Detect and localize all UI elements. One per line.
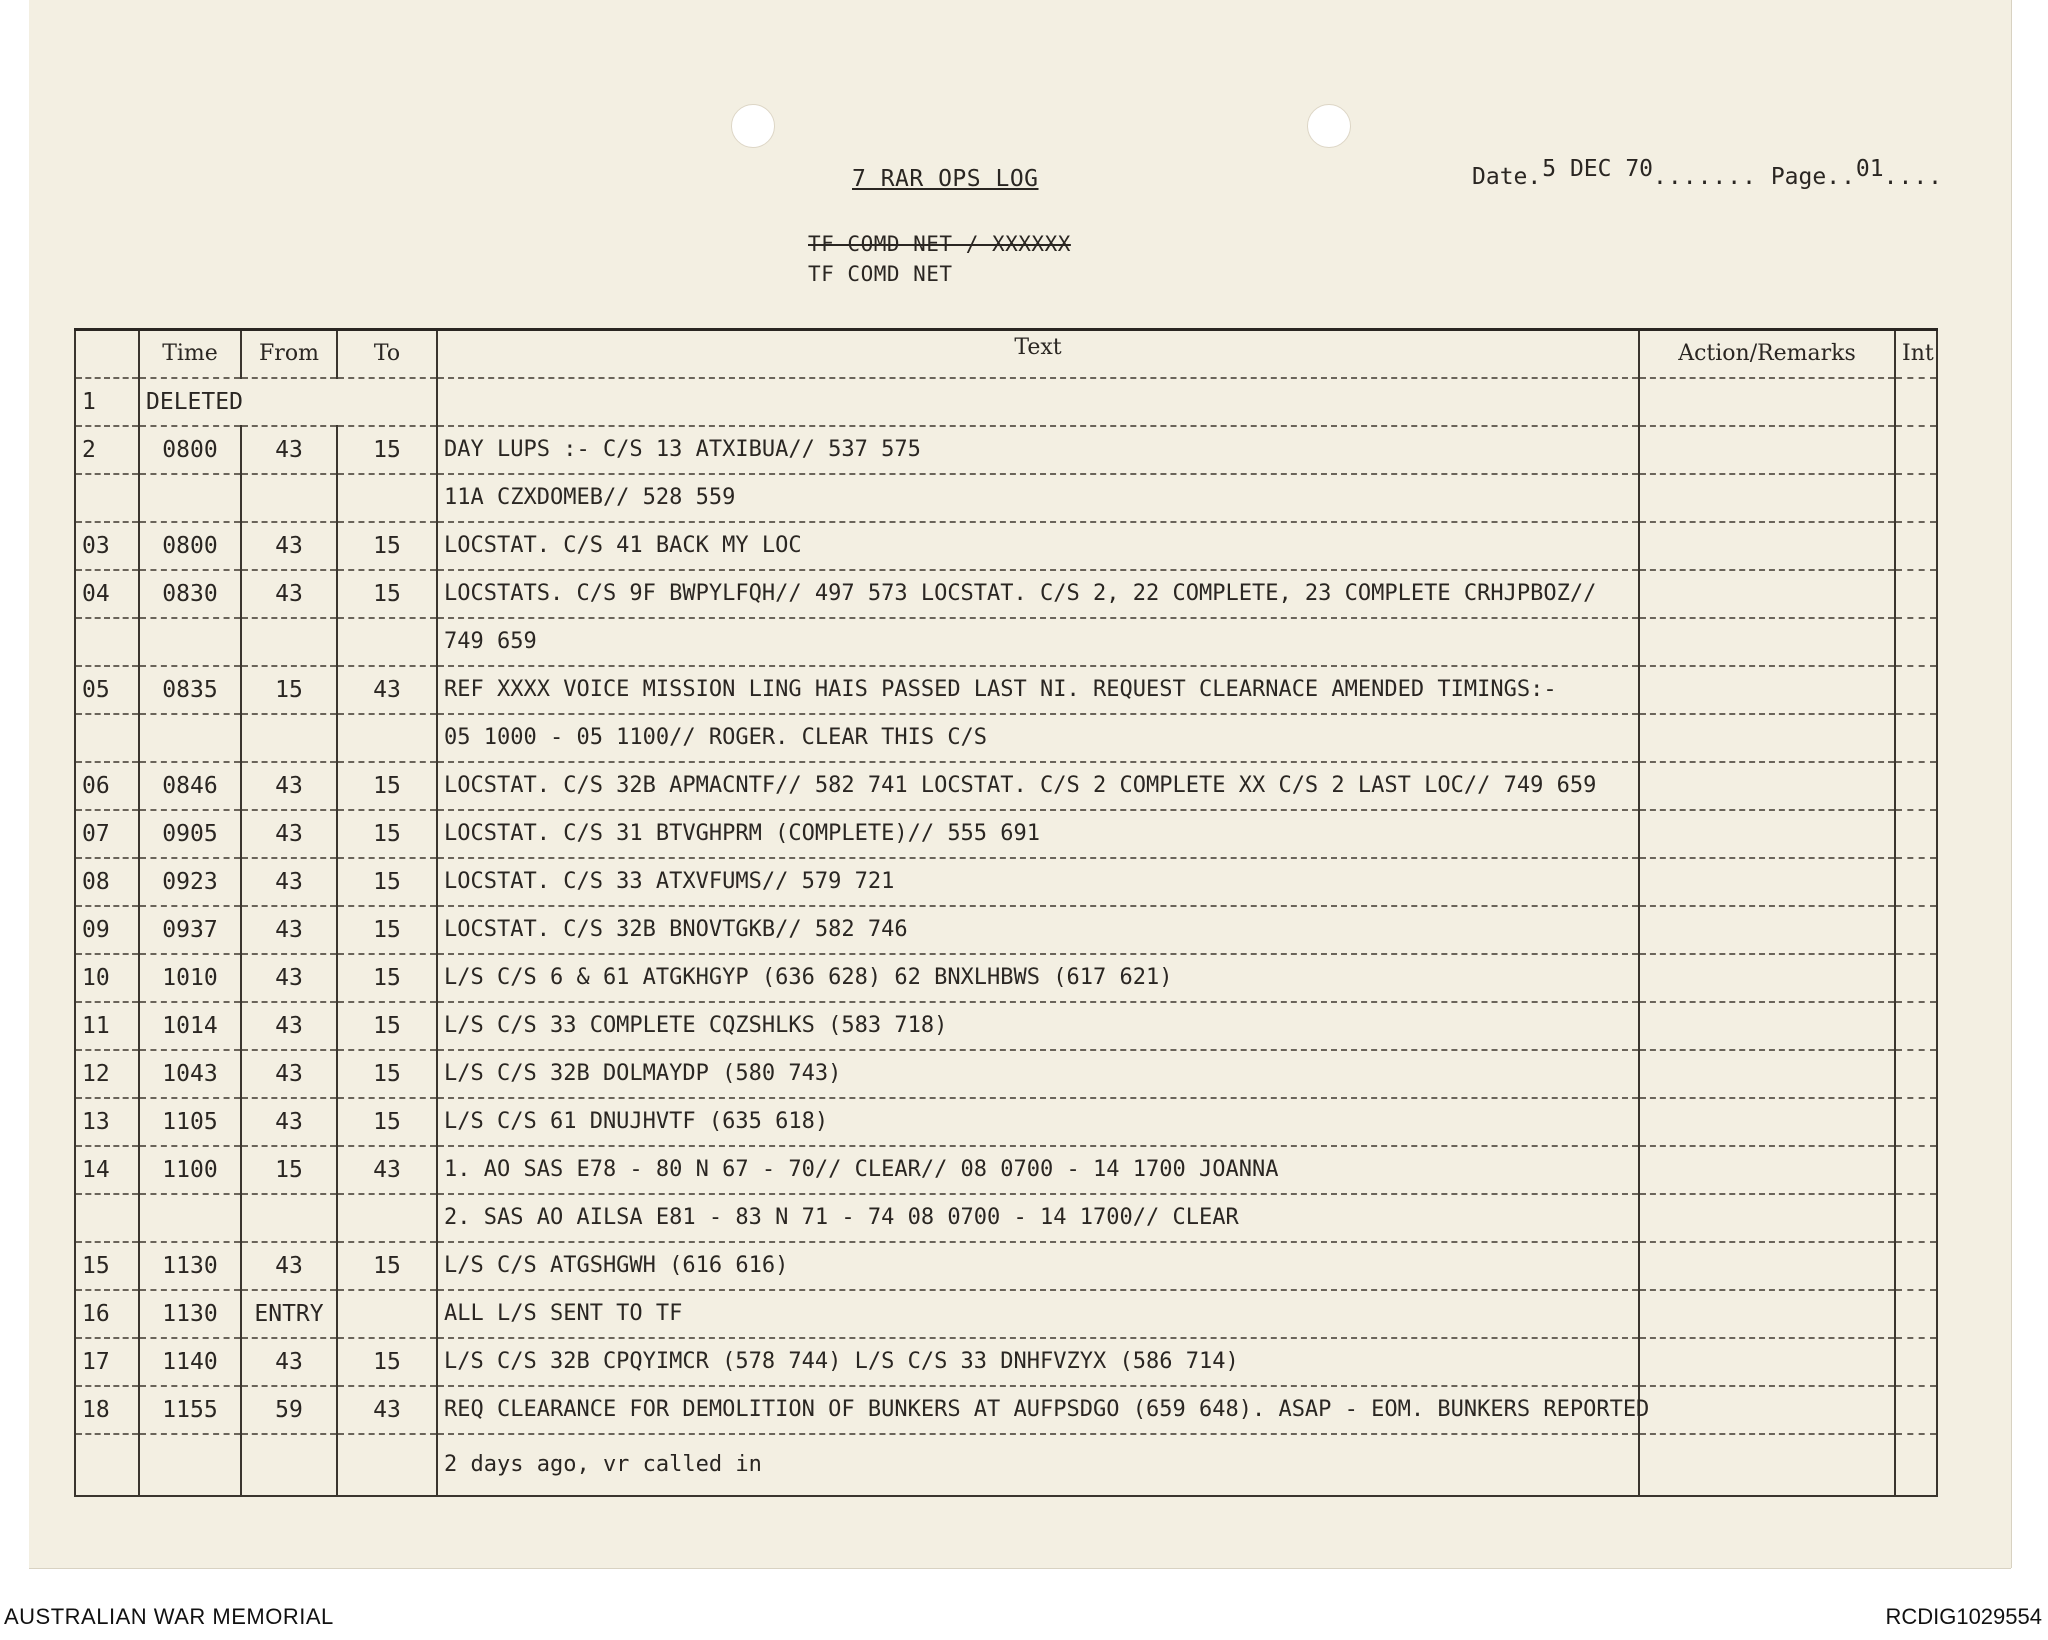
- time-cell: 1014: [139, 1002, 241, 1050]
- to-cell: 15: [337, 522, 437, 570]
- to-cell: 43: [337, 1386, 437, 1434]
- text-continuation-cell: 749 659: [437, 618, 1639, 666]
- int-cell: [1895, 618, 1937, 666]
- from-cell: ENTRY: [241, 1290, 337, 1338]
- text-cell: DAY LUPS :- C/S 13 ATXIBUA// 537 575: [437, 426, 1639, 474]
- to-cell: 15: [337, 1338, 437, 1386]
- action-remarks-cell: [1639, 1290, 1895, 1338]
- int-cell: [1895, 1242, 1937, 1290]
- action-remarks-cell: [1639, 522, 1895, 570]
- action-remarks-cell: [1639, 954, 1895, 1002]
- table-row: [75, 570, 1937, 618]
- serial-cell: 06: [75, 762, 139, 810]
- punch-hole-left: [731, 104, 775, 148]
- text-cell: REF XXXX VOICE MISSION LING HAIS PASSED LAST NI. REQUEST CLEARNACE AMENDED TIMINGS:-: [437, 666, 1639, 714]
- archive-credit: AUSTRALIAN WAR MEMORIAL: [4, 1604, 334, 1629]
- from-cell: [241, 618, 337, 666]
- serial-cell: 10: [75, 954, 139, 1002]
- to-cell: [337, 474, 437, 522]
- serial-cell: [75, 1434, 139, 1496]
- serial-cell: 14: [75, 1146, 139, 1194]
- struck-net-heading: TF COMD NET / XXXXXX: [808, 232, 1071, 256]
- text-cell: L/S C/S 32B CPQYIMCR (578 744) L/S C/S 33 DNHFVZYX (586 714): [437, 1338, 1639, 1386]
- time-cell: 0905: [139, 810, 241, 858]
- action-remarks-cell: [1639, 1242, 1895, 1290]
- text-continuation-cell: 2. SAS AO AILSA E81 - 83 N 71 - 74 08 0700 - 14 1700// CLEAR: [437, 1194, 1639, 1242]
- time-cell: 1130: [139, 1290, 241, 1338]
- from-cell: 43: [241, 762, 337, 810]
- table-row: [75, 1146, 1937, 1194]
- serial-cell: 05: [75, 666, 139, 714]
- int-cell: [1895, 522, 1937, 570]
- serial-cell: [75, 714, 139, 762]
- to-cell: 15: [337, 810, 437, 858]
- from-cell: [241, 1434, 337, 1496]
- from-cell: [241, 474, 337, 522]
- to-cell: 15: [337, 1002, 437, 1050]
- action-remarks-cell: [1639, 1002, 1895, 1050]
- serial-cell: [75, 618, 139, 666]
- punch-hole-right: [1307, 104, 1351, 148]
- log-title: 7 RAR OPS LOG: [852, 166, 1039, 192]
- from-cell: 43: [241, 810, 337, 858]
- time-cell: [139, 474, 241, 522]
- to-cell: [337, 1290, 437, 1338]
- to-cell: 15: [337, 762, 437, 810]
- page-value: 01: [1855, 156, 1884, 182]
- table-row: [75, 714, 1937, 762]
- table-row: [75, 954, 1937, 1002]
- text-cell: 1. AO SAS E78 - 80 N 67 - 70// CLEAR// 08 0700 - 14 1700 JOANNA: [437, 1146, 1639, 1194]
- text-cell: LOCSTAT. C/S 32B BNOVTGKB// 582 746: [437, 906, 1639, 954]
- time-cell: 1010: [139, 954, 241, 1002]
- text-cell: L/S C/S 61 DNUJHVTF (635 618): [437, 1098, 1639, 1146]
- serial-cell: 18: [75, 1386, 139, 1434]
- text-cell: LOCSTAT. C/S 31 BTVGHPRM (COMPLETE)// 555 691: [437, 810, 1639, 858]
- to-cell: 15: [337, 1242, 437, 1290]
- action-remarks-cell: [1639, 1386, 1895, 1434]
- int-cell: [1895, 1194, 1937, 1242]
- serial-cell: 03: [75, 522, 139, 570]
- time-cell: 0830: [139, 570, 241, 618]
- time-cell: 0923: [139, 858, 241, 906]
- int-cell: [1895, 1386, 1937, 1434]
- column-header-from: From: [241, 330, 337, 379]
- table-row: [75, 762, 1937, 810]
- to-cell: [337, 714, 437, 762]
- time-cell: 0846: [139, 762, 241, 810]
- int-cell: [1895, 474, 1937, 522]
- time-cell: 1140: [139, 1338, 241, 1386]
- serial-column-header: [75, 330, 139, 379]
- to-cell: 15: [337, 858, 437, 906]
- action-remarks-cell: [1639, 762, 1895, 810]
- table-header-row: [75, 330, 1937, 379]
- serial-cell: 11: [75, 1002, 139, 1050]
- to-cell: 15: [337, 1050, 437, 1098]
- deleted-entry-cell: DELETED: [139, 378, 437, 426]
- serial-cell: 15: [75, 1242, 139, 1290]
- table-row: [75, 1242, 1937, 1290]
- action-remarks-cell: [1639, 1434, 1895, 1496]
- text-cell: L/S C/S 6 & 61 ATGKHGYP (636 628) 62 BNXLHBWS (617 621): [437, 954, 1639, 1002]
- int-cell: [1895, 810, 1937, 858]
- int-cell: [1895, 1002, 1937, 1050]
- text-cell: LOCSTAT. C/S 32B APMACNTF// 582 741 LOCSTAT. C/S 2 COMPLETE XX C/S 2 LAST LOC// 749 659: [437, 762, 1639, 810]
- serial-cell: [75, 1194, 139, 1242]
- from-cell: 43: [241, 954, 337, 1002]
- from-cell: 15: [241, 666, 337, 714]
- to-cell: 15: [337, 954, 437, 1002]
- column-header-action-remarks: Action/Remarks: [1639, 330, 1895, 379]
- table-row: [75, 1098, 1937, 1146]
- int-cell: [1895, 1338, 1937, 1386]
- from-cell: 43: [241, 426, 337, 474]
- from-cell: 43: [241, 1242, 337, 1290]
- table-row: [75, 378, 1937, 426]
- text-cell: LOCSTAT. C/S 41 BACK MY LOC: [437, 522, 1639, 570]
- from-cell: 43: [241, 858, 337, 906]
- serial-cell: 16: [75, 1290, 139, 1338]
- time-cell: [139, 618, 241, 666]
- serial-cell: 1: [75, 378, 139, 426]
- time-cell: 1100: [139, 1146, 241, 1194]
- from-cell: 43: [241, 1050, 337, 1098]
- action-remarks-cell: [1639, 1050, 1895, 1098]
- text-cell: ALL L/S SENT TO TF: [437, 1290, 1639, 1338]
- text-cell: L/S C/S ATGSHGWH (616 616): [437, 1242, 1639, 1290]
- to-cell: 15: [337, 426, 437, 474]
- action-remarks-cell: [1639, 570, 1895, 618]
- int-cell: [1895, 666, 1937, 714]
- action-remarks-cell: [1639, 474, 1895, 522]
- table-row: [75, 1002, 1937, 1050]
- text-cell: REQ CLEARANCE FOR DEMOLITION OF BUNKERS AT AUFPSDGO (659 648). ASAP - EOM. BUNKERS REPORTED: [437, 1386, 1639, 1434]
- serial-cell: 2: [75, 426, 139, 474]
- table-row: [75, 1194, 1937, 1242]
- text-cell: L/S C/S 33 COMPLETE CQZSHLKS (583 718): [437, 1002, 1639, 1050]
- action-remarks-cell: [1639, 378, 1895, 426]
- int-cell: [1895, 714, 1937, 762]
- table-row: [75, 474, 1937, 522]
- serial-cell: 08: [75, 858, 139, 906]
- table-row: [75, 1386, 1937, 1434]
- to-cell: 15: [337, 906, 437, 954]
- from-cell: 59: [241, 1386, 337, 1434]
- table-row: [75, 1290, 1937, 1338]
- to-cell: [337, 1434, 437, 1496]
- serial-cell: 04: [75, 570, 139, 618]
- serial-cell: 12: [75, 1050, 139, 1098]
- to-cell: [337, 618, 437, 666]
- time-cell: [139, 1194, 241, 1242]
- text-continuation-cell: 2 days ago, vr called in: [437, 1434, 1639, 1496]
- int-cell: [1895, 570, 1937, 618]
- text-cell: [437, 378, 1639, 426]
- int-cell: [1895, 1098, 1937, 1146]
- time-cell: 1043: [139, 1050, 241, 1098]
- text-cell: LOCSTATS. C/S 9F BWPYLFQH// 497 573 LOCSTAT. C/S 2, 22 COMPLETE, 23 COMPLETE CRHJPBOZ//: [437, 570, 1639, 618]
- action-remarks-cell: [1639, 810, 1895, 858]
- date-value: 5 DEC 70: [1542, 156, 1654, 182]
- page-label: Page: [1770, 164, 1827, 190]
- to-cell: [337, 1194, 437, 1242]
- action-remarks-cell: [1639, 858, 1895, 906]
- time-cell: 1105: [139, 1098, 241, 1146]
- text-cell: L/S C/S 32B DOLMAYDP (580 743): [437, 1050, 1639, 1098]
- time-cell: 1155: [139, 1386, 241, 1434]
- serial-cell: 07: [75, 810, 139, 858]
- table-row: [75, 1434, 1937, 1496]
- date-label: Date: [1472, 164, 1528, 190]
- from-cell: 43: [241, 906, 337, 954]
- time-cell: [139, 714, 241, 762]
- int-cell: [1895, 1434, 1937, 1496]
- serial-cell: [75, 474, 139, 522]
- from-cell: 43: [241, 522, 337, 570]
- int-cell: [1895, 1290, 1937, 1338]
- action-remarks-cell: [1639, 906, 1895, 954]
- column-header-int: Int: [1895, 330, 1937, 379]
- from-cell: 43: [241, 1338, 337, 1386]
- text-continuation-cell: 11A CZXDOMEB// 528 559: [437, 474, 1639, 522]
- table-row: [75, 1050, 1937, 1098]
- to-cell: 15: [337, 1098, 437, 1146]
- int-cell: [1895, 906, 1937, 954]
- int-cell: [1895, 426, 1937, 474]
- int-cell: [1895, 1146, 1937, 1194]
- table-row: [75, 858, 1937, 906]
- table-row: [75, 810, 1937, 858]
- action-remarks-cell: [1639, 618, 1895, 666]
- from-cell: 15: [241, 1146, 337, 1194]
- action-remarks-cell: [1639, 1194, 1895, 1242]
- from-cell: 43: [241, 1098, 337, 1146]
- to-cell: 43: [337, 1146, 437, 1194]
- from-cell: [241, 1194, 337, 1242]
- to-cell: 15: [337, 570, 437, 618]
- from-cell: [241, 714, 337, 762]
- from-cell: 43: [241, 570, 337, 618]
- int-cell: [1895, 954, 1937, 1002]
- serial-cell: 09: [75, 906, 139, 954]
- time-cell: 0800: [139, 522, 241, 570]
- time-cell: [139, 1434, 241, 1496]
- int-cell: [1895, 858, 1937, 906]
- action-remarks-cell: [1639, 1338, 1895, 1386]
- column-header-time: Time: [139, 330, 241, 379]
- time-cell: 0800: [139, 426, 241, 474]
- action-remarks-cell: [1639, 714, 1895, 762]
- action-remarks-cell: [1639, 666, 1895, 714]
- table-row: [75, 1338, 1937, 1386]
- int-cell: [1895, 762, 1937, 810]
- from-cell: 43: [241, 1002, 337, 1050]
- time-cell: 1130: [139, 1242, 241, 1290]
- date-page-line: Date.5 DEC 70....... Page..01....: [1472, 156, 1944, 190]
- table-row: [75, 666, 1937, 714]
- serial-cell: 13: [75, 1098, 139, 1146]
- time-cell: 0937: [139, 906, 241, 954]
- action-remarks-cell: [1639, 1146, 1895, 1194]
- to-cell: 43: [337, 666, 437, 714]
- action-remarks-cell: [1639, 426, 1895, 474]
- column-header-text: Text: [437, 330, 1639, 379]
- column-header-to: To: [337, 330, 437, 379]
- text-continuation-cell: 05 1000 - 05 1100// ROGER. CLEAR THIS C/S: [437, 714, 1639, 762]
- int-cell: [1895, 1050, 1937, 1098]
- int-cell: [1895, 378, 1937, 426]
- table-row: [75, 618, 1937, 666]
- table-row: [75, 906, 1937, 954]
- net-heading: TF COMD NET: [808, 262, 953, 286]
- record-id: RCDIG1029554: [1885, 1604, 2042, 1629]
- ops-log-table: [74, 328, 1938, 1497]
- table-row: [75, 426, 1937, 474]
- serial-cell: 17: [75, 1338, 139, 1386]
- table-row: [75, 522, 1937, 570]
- action-remarks-cell: [1639, 1098, 1895, 1146]
- time-cell: 0835: [139, 666, 241, 714]
- text-cell: LOCSTAT. C/S 33 ATXVFUMS// 579 721: [437, 858, 1639, 906]
